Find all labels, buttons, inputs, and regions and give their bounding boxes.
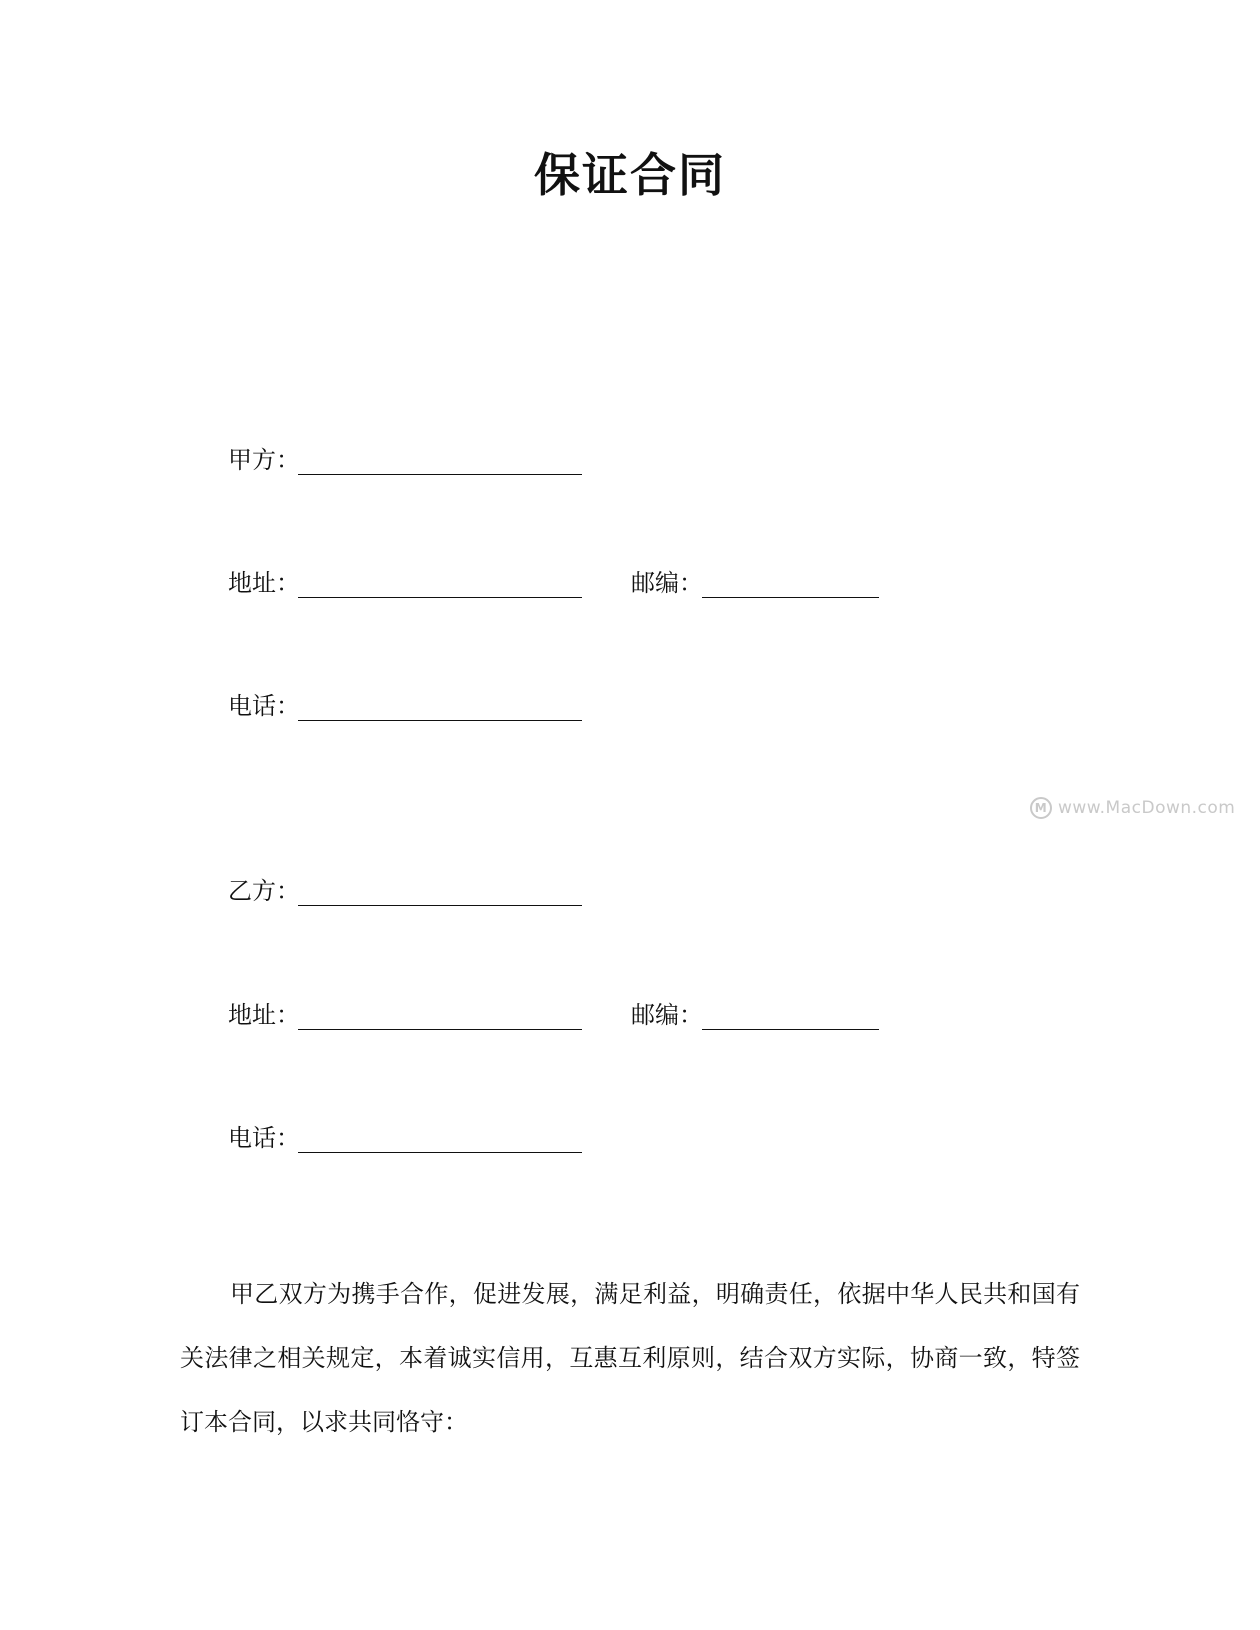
party-b-phone-label: 电话：: [228, 1124, 300, 1152]
party-a-address-blank: [298, 597, 582, 598]
party-a-address-row: [0, 563, 1260, 603]
macdown-logo-icon: M: [1030, 797, 1052, 819]
party-a-address-label: 地址：: [228, 569, 300, 597]
party-b-postcode-label: 邮编：: [631, 1001, 703, 1029]
party-b-name-row: [0, 871, 1260, 911]
party-a-name-row: [0, 440, 1260, 480]
document-title: 保证合同: [534, 148, 726, 202]
intro-paragraph: 甲乙双方为携手合作，促进发展，满足利益，明确责任，依据中华人民共和国有关法律之相关规定，本着诚实信用，互惠互利原则，结合双方实际，协商一致，特签订本合同，以求共同恪守：: [180, 1280, 1080, 1436]
party-b-name-blank: [298, 905, 582, 906]
party-b-phone-row: [0, 1118, 1260, 1158]
party-a-postcode-label: 邮编：: [631, 569, 703, 597]
party-b-phone-blank: [298, 1152, 582, 1153]
party-b-address-label: 地址：: [228, 1001, 300, 1029]
party-a-phone-row: [0, 686, 1260, 726]
party-a-phone-label: 电话：: [228, 692, 300, 720]
party-a-phone-blank: [298, 720, 582, 721]
watermark-text: www.MacDown.com: [1058, 798, 1236, 818]
party-a-name-blank: [298, 474, 582, 475]
party-a-postcode-blank: [702, 597, 879, 598]
party-b-postcode-blank: [702, 1029, 879, 1030]
party-b-name-label: 乙方：: [228, 877, 300, 905]
party-b-address-row: [0, 995, 1260, 1035]
party-a-name-label: 甲方：: [228, 446, 300, 474]
watermark: [1030, 793, 1235, 823]
party-b-address-blank: [298, 1029, 582, 1030]
